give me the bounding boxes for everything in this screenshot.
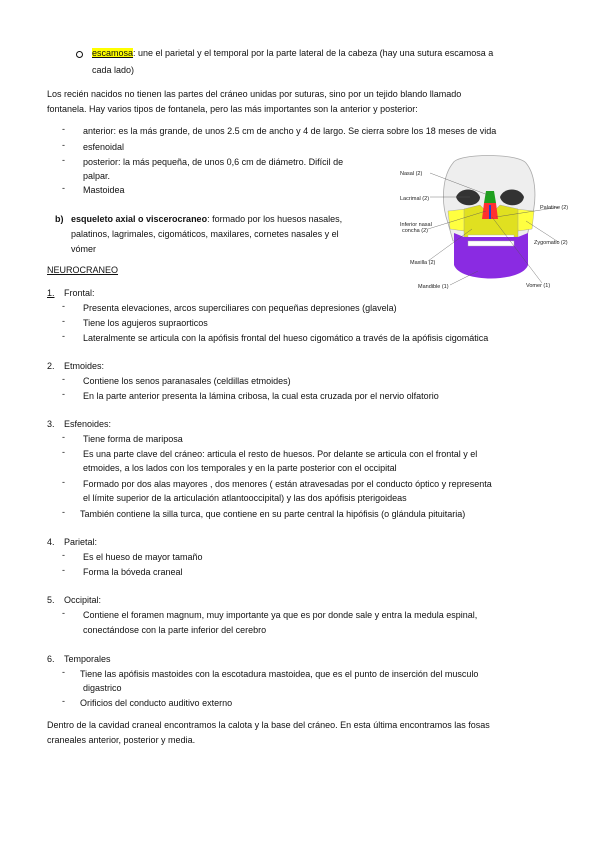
- fontanela-item: posterior: la más pequeña, de unos 0,6 cm de diámetro. Difícil de: [83, 157, 344, 167]
- list-dash: -: [62, 696, 65, 706]
- temporales-item: Tiene las apófisis mastoides con la escotadura mastoidea, que es el punto de inserción del musculo: [80, 669, 479, 679]
- list-dash: -: [62, 477, 65, 487]
- escamosa-text: : une el parietal y el temporal por la parte lateral de la cabeza (hay una sutura escamosa a: [133, 48, 494, 58]
- mandible: [454, 233, 528, 279]
- bullet-circle: [76, 51, 83, 58]
- closing-paragraph-line-2: craneales anterior, posterior y media.: [47, 735, 196, 745]
- section-number: 4.: [47, 537, 55, 547]
- esfenoides-item-continued: etmoides, a los lados con los temporales y en la parte posterior con el occipital: [83, 463, 397, 473]
- list-dash: -: [62, 124, 65, 134]
- section-number: 6.: [47, 654, 55, 664]
- lower-teeth: [468, 241, 514, 246]
- temporales-item-continued: digastrico: [83, 683, 122, 693]
- axial-term: esqueleto axial o viscerocraneo: [71, 214, 208, 224]
- list-dash: -: [62, 316, 65, 326]
- list-dash: -: [62, 301, 65, 311]
- escamosa-line-2: cada lado): [92, 65, 135, 75]
- section-number: 2.: [47, 361, 55, 371]
- list-dash: -: [62, 608, 65, 618]
- etmoides-item: En la parte anterior presenta la lámina cribosa, la cual esta cruzada por el nervio olfatorio: [83, 391, 439, 401]
- esfenoides-item: También contiene la silla turca, que contiene en su parte central la hipófisis (o glándula pituitaria): [80, 509, 466, 519]
- list-dash: -: [62, 183, 65, 193]
- axial-line-3: vómer: [71, 244, 97, 254]
- section-title-frontal: Frontal:: [64, 288, 95, 298]
- esfenoides-item: Formado por dos alas mayores , dos menores ( están atravesadas por el conducto óptico y representa: [83, 479, 492, 489]
- section-title-occipital: Occipital:: [64, 595, 102, 605]
- esfenoides-item: Tiene forma de mariposa: [83, 434, 183, 444]
- list-dash: -: [62, 550, 65, 560]
- list-dash: -: [62, 155, 65, 165]
- section-number: 1.: [47, 288, 55, 298]
- frontal-item: Presenta elevaciones, arcos superciliares con pequeñas depresiones (glavela): [83, 303, 397, 313]
- list-dash: -: [62, 331, 65, 341]
- fontanela-paragraph-line-2: fontanela. Hay varios tipos de fontanela, pero las más importantes son la anterior y posterior:: [47, 104, 418, 114]
- axial-line-2: palatinos, lagrimales, cigomáticos, maxilares, cornetes nasales y el: [71, 229, 339, 239]
- fontanela-paragraph-line-1: Los recién nacidos no tienen las partes del cráneo unidas por suturas, sino por un tejido blando llamado: [47, 89, 462, 99]
- esfenoides-item-continued: el límite superior de la articulación atlantooccipital) y las dos apófisis pterigoideas: [83, 493, 407, 503]
- esfenoides-item: Es una parte clave del cráneo: articula el resto de huesos. Por delante se articula con el frontal y el: [83, 449, 478, 459]
- section-title-parietal: Parietal:: [64, 537, 98, 547]
- section-title-temporales: Temporales: [64, 654, 111, 664]
- occipital-item-continued: conectándose con la parte inferior del cerebro: [83, 625, 267, 635]
- parietal-item: Es el hueso de mayor tamaño: [83, 552, 203, 562]
- occipital-item: Contiene el foramen magnum, muy importante ya que es por donde sale y entra la medula espinal,: [83, 610, 478, 620]
- fontanela-item: esfenoidal: [83, 142, 125, 152]
- label-zygomatic: Zygomatic (2): [534, 240, 568, 246]
- label-vomer: Vomer (1): [526, 283, 551, 289]
- label-inferior-nasal-2: concha (2): [402, 228, 428, 234]
- label-inferior-nasal-1: Inferior nasal: [400, 222, 432, 228]
- list-dash: -: [62, 140, 65, 150]
- neurocraneo-heading: NEUROCRANEO: [47, 265, 119, 275]
- fontanela-item: Mastoidea: [83, 185, 125, 195]
- list-dash: -: [62, 507, 65, 517]
- skull-diagram: [398, 153, 582, 293]
- axial-text: : formado por los huesos nasales,: [207, 214, 343, 224]
- vomer: [489, 205, 491, 219]
- etmoides-item: Contiene los senos paranasales (celdillas etmoides): [83, 376, 291, 386]
- closing-paragraph-line-1: Dentro de la cavidad craneal encontramos la calota y la base del cráneo. En esta última encontramos las fosas: [47, 720, 490, 730]
- axial-line-1: [71, 212, 342, 227]
- fontanela-item-continued: palpar.: [83, 171, 111, 181]
- section-title-etmoides: Etmoides:: [64, 361, 105, 371]
- label-mandible: Mandible (1): [418, 284, 449, 290]
- label-nasal: Nasal (2): [400, 171, 423, 177]
- frontal-item: Lateralmente se articula con la apófisis frontal del hueso cigomático a través de la apófisis cigomática: [83, 333, 489, 343]
- label-maxilla: Maxilla (2): [410, 260, 436, 266]
- section-number: 5.: [47, 595, 55, 605]
- list-dash: -: [62, 565, 65, 575]
- axial-letter: b): [55, 214, 64, 224]
- fontanela-item: anterior: es la más grande, de unos 2.5 cm de ancho y 4 de largo. Se cierra sobre los 18 meses de vida: [83, 126, 497, 136]
- escamosa-line-1: [92, 46, 493, 61]
- section-number: 3.: [47, 419, 55, 429]
- temporales-item: Orificios del conducto auditivo externo: [80, 698, 233, 708]
- frontal-item: Tiene los agujeros supraorticos: [83, 318, 208, 328]
- list-dash: -: [62, 667, 65, 677]
- label-lacrimal: Lacrimal (2): [400, 196, 430, 202]
- section-title-esfenoides: Esfenoides:: [64, 419, 112, 429]
- list-dash: -: [62, 447, 65, 457]
- list-dash: -: [62, 389, 65, 399]
- escamosa-term: escamosa: [92, 48, 134, 58]
- label-palatine: Palatine (2): [540, 205, 569, 211]
- list-dash: -: [62, 432, 65, 442]
- nasal-bone: [484, 191, 496, 203]
- list-dash: -: [62, 374, 65, 384]
- parietal-item: Forma la bóveda craneal: [83, 567, 183, 577]
